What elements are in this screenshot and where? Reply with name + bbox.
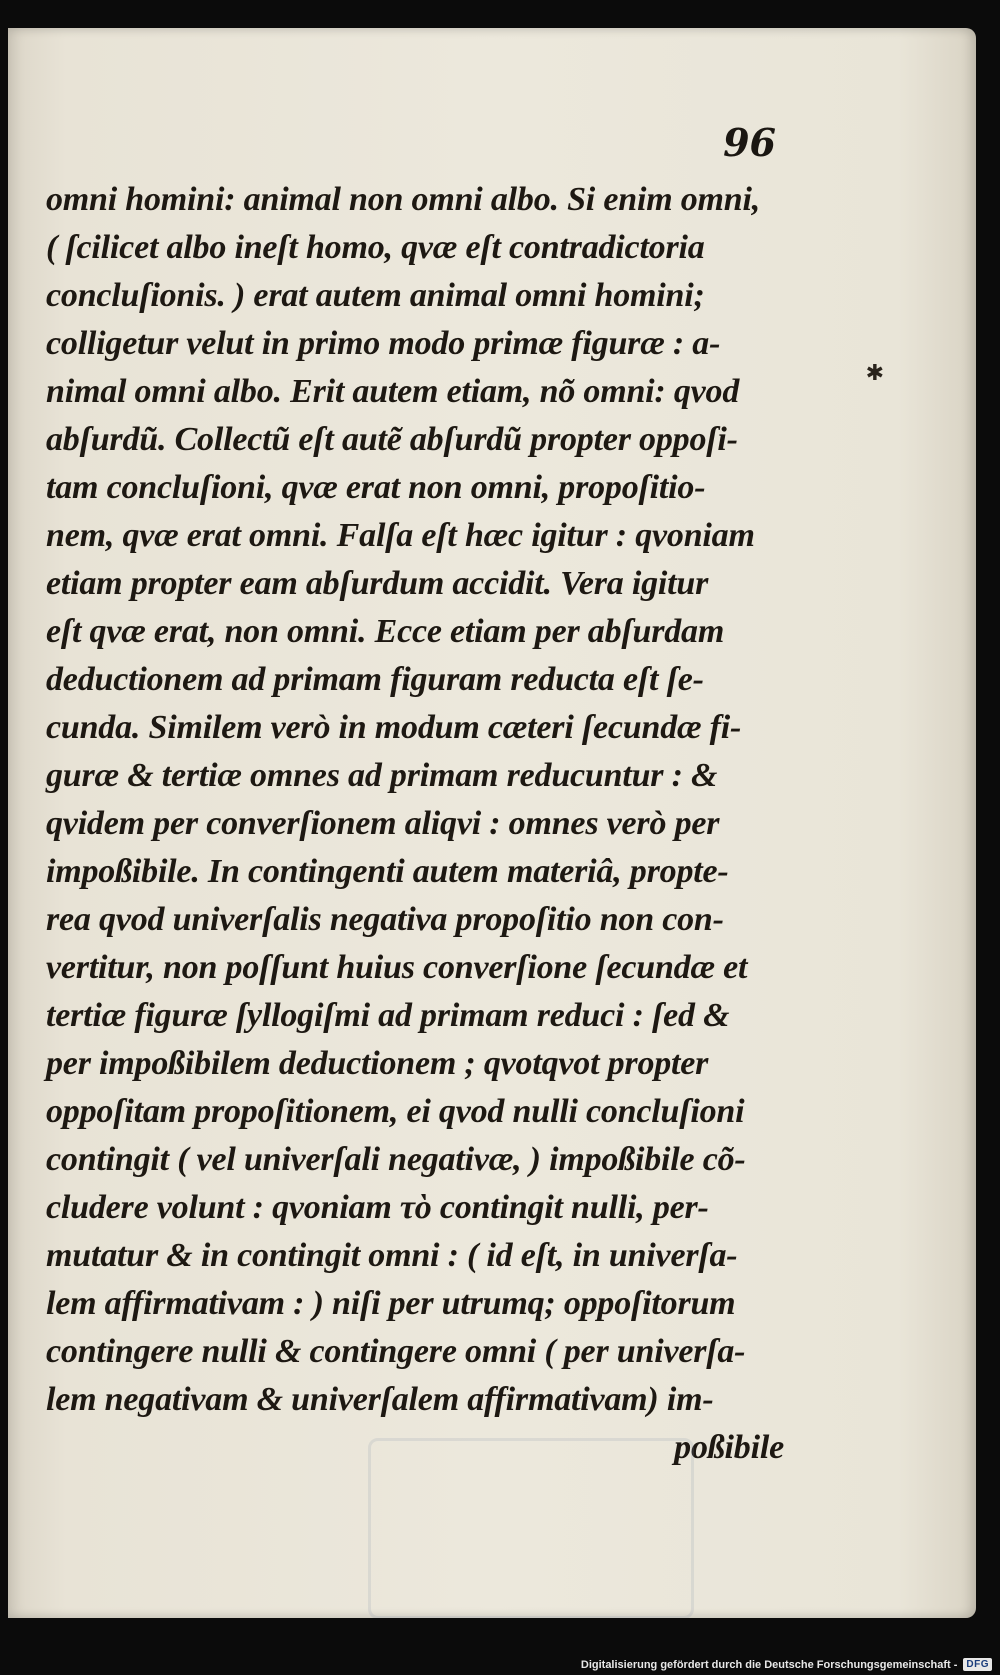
text-line: vertitur, non poſſunt huius converſione ſecundæ et (46, 949, 748, 986)
text-line: contingit ( vel univerſali negativæ, ) impoßibile cõ- (46, 1141, 746, 1178)
text-line: colligetur velut in primo modo primæ figuræ : a- (46, 325, 721, 362)
text-line: lem affirmativam : ) niſi per utrumq; oppoſitorum (46, 1285, 736, 1322)
text-block (46, 176, 784, 1472)
text-line: tam concluſioni, qvæ erat non omni, propoſitio- (46, 469, 706, 506)
text-line: contingere nulli & contingere omni ( per univerſa- (46, 1333, 746, 1370)
text-line: ( ſcilicet albo ineſt homo, qvæ eſt contradictoria (46, 229, 705, 266)
text-line: etiam propter eam abſurdum accidit. Vera igitur (46, 565, 709, 602)
text-line: cunda. Similem verò in modum cæteri ſecundæ fi- (46, 709, 742, 746)
funding-footer (581, 1658, 992, 1671)
text-line: tertiæ figuræ ſyllogiſmi ad primam reduci : ſed & (46, 997, 730, 1034)
text-line: mutatur & in contingit omni : ( id eſt, in univerſa- (46, 1237, 738, 1274)
text-line: nimal omni albo. Erit autem etiam, nõ omni: qvod (46, 373, 740, 410)
text-line: rea qvod univerſalis negativa propoſitio non con- (46, 901, 724, 938)
page-number: 96 (723, 120, 776, 165)
text-line: per impoßibilem deductionem ; qvotqvot propter (46, 1045, 709, 1082)
text-line: nem, qvæ erat omni. Falſa eſt hæc igitur : qvoniam (46, 517, 755, 554)
text-line-catchword: poßibile (674, 1429, 784, 1466)
text-line: deductionem ad primam figuram reducta eſt ſe- (46, 661, 704, 698)
text-line: impoßibile. In contingenti autem materiâ, propte- (46, 853, 729, 890)
text-line: abſurdũ. Collectũ eſt autẽ abſurdũ propter oppoſi- (46, 421, 738, 458)
text-line: eſt qvæ erat, non omni. Ecce etiam per abſurdam (46, 613, 725, 650)
footer-text: Digitalisierung gefördert durch die Deutsche Forschungsgemeinschaft - (580, 1658, 958, 1671)
text-line: oppoſitam propoſitionem, ei qvod nulli concluſioni (46, 1093, 745, 1130)
ink-speck: ✱ (865, 361, 884, 386)
dfg-logo: DFG (963, 1658, 992, 1671)
book-page (8, 28, 976, 1618)
text-line: concluſionis. ) erat autem animal omni homini; (46, 277, 705, 314)
text-line: cludere volunt : qvoniam τὸ contingit nulli, per- (46, 1189, 709, 1226)
text-line: omni homini: animal non omni albo. Si enim omni, (46, 181, 761, 218)
text-line: guræ & tertiæ omnes ad primam reducuntur : & (46, 757, 718, 794)
text-line: qvidem per converſionem aliqvi : omnes verò per (46, 805, 720, 842)
faded-library-stamp (368, 1438, 694, 1618)
text-line: lem negativam & univerſalem affirmativam) im- (46, 1381, 714, 1418)
